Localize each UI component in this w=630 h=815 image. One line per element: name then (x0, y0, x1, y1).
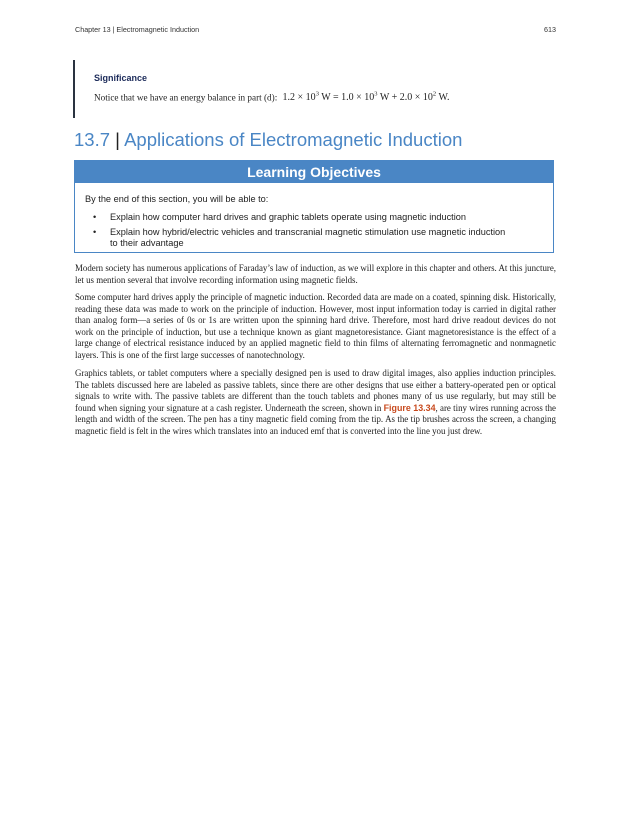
page-number: 613 (544, 25, 556, 34)
learning-objectives-list (93, 212, 513, 253)
eq-part-a: 1.2 × 10 (282, 92, 316, 104)
section-heading (74, 129, 462, 151)
learning-objectives-header: Learning Objectives (75, 161, 553, 183)
objective-text: Explain how computer hard drives and graphic tablets operate using magnetic induction (110, 212, 466, 222)
eq-part-c: W + 2.0 × 10 (377, 92, 433, 104)
significance-box (73, 60, 555, 118)
paragraph-intro: Modern society has numerous applications of Faraday’s law of induction, as we will explore in this chapter and others. At this juncture, let us mention several that involve recording information using magnetic fields. (75, 263, 556, 285)
learning-objectives-box (74, 160, 554, 253)
eq-exp-b: 3 (374, 91, 378, 98)
significance-title: Significance (94, 73, 148, 83)
objective-text: Explain how hybrid/electric vehicles and transcranial magnetic stimulation use magnetic induction to their advantage (110, 226, 506, 248)
significance-text (94, 91, 450, 103)
eq-part-b: W = 1.0 × 10 (318, 92, 375, 104)
list-item (93, 212, 513, 224)
energy-equation (283, 92, 450, 103)
bullet-icon: • (93, 212, 97, 222)
bullet-icon: • (93, 226, 97, 237)
paragraph-tablets (75, 368, 556, 437)
section-separator: | (115, 129, 120, 150)
tablets-text-after: , are tiny wires running across the length and width of the screen. The pen has a tiny magnetic field coming from the tip. As the tip brushes across the screen, a changing magnetic field is felt in the wires which translates into an induced emf that is converted into the line you just drew. (75, 402, 556, 436)
chapter-title: Chapter 13 | Electromagnetic Induction (75, 25, 200, 34)
eq-exp-a: 3 (315, 91, 319, 98)
eq-part-d: W. (436, 92, 450, 104)
eq-exp-c: 2 (432, 91, 437, 98)
section-title: Applications of Electromagnetic Induction (124, 129, 463, 150)
significance-prefix: Notice that we have an energy balance in part (d): (94, 92, 278, 103)
figure-link[interactable]: Figure 13.34 (383, 402, 436, 413)
section-number: 13.7 (74, 129, 111, 150)
tablets-text-before: Graphics tablets, or tablet computers where a specially designed pen is used to draw digital images, also applies induction principles. The tablets discussed here are labeled as passive tablets, since there are other designs that use either a battery-operated pen or optical signals to write with. The passive tablets are different than the touch tablets and phones many of us use regularly, but may still be found when signing your signature at a cash register. Underneath the screen, shown in (75, 368, 556, 413)
list-item (93, 227, 513, 250)
learning-objectives-intro: By the end of this section, you will be able to: (85, 194, 269, 204)
paragraph-hard-drives: Some computer hard drives apply the principle of magnetic induction. Recorded data are made on a coated, spinning disk. Historically, reading these data was made to work on the principle of induction. However, most input information today is carried in digital rather than analog form—a series of 0s or 1s are written upon the spinning hard drive. Therefore, most hard drive readout devices do not work on the principle of induction, but use a technique known as giant magnetoresistance. Giant magnetoresistance is the effect of a large change of electrical resistance induced by an applied magnetic field to thin films of alternating ferromagnetic and nonmagnetic layers. This is one of the first large successes of nanotechnology. (75, 292, 556, 360)
